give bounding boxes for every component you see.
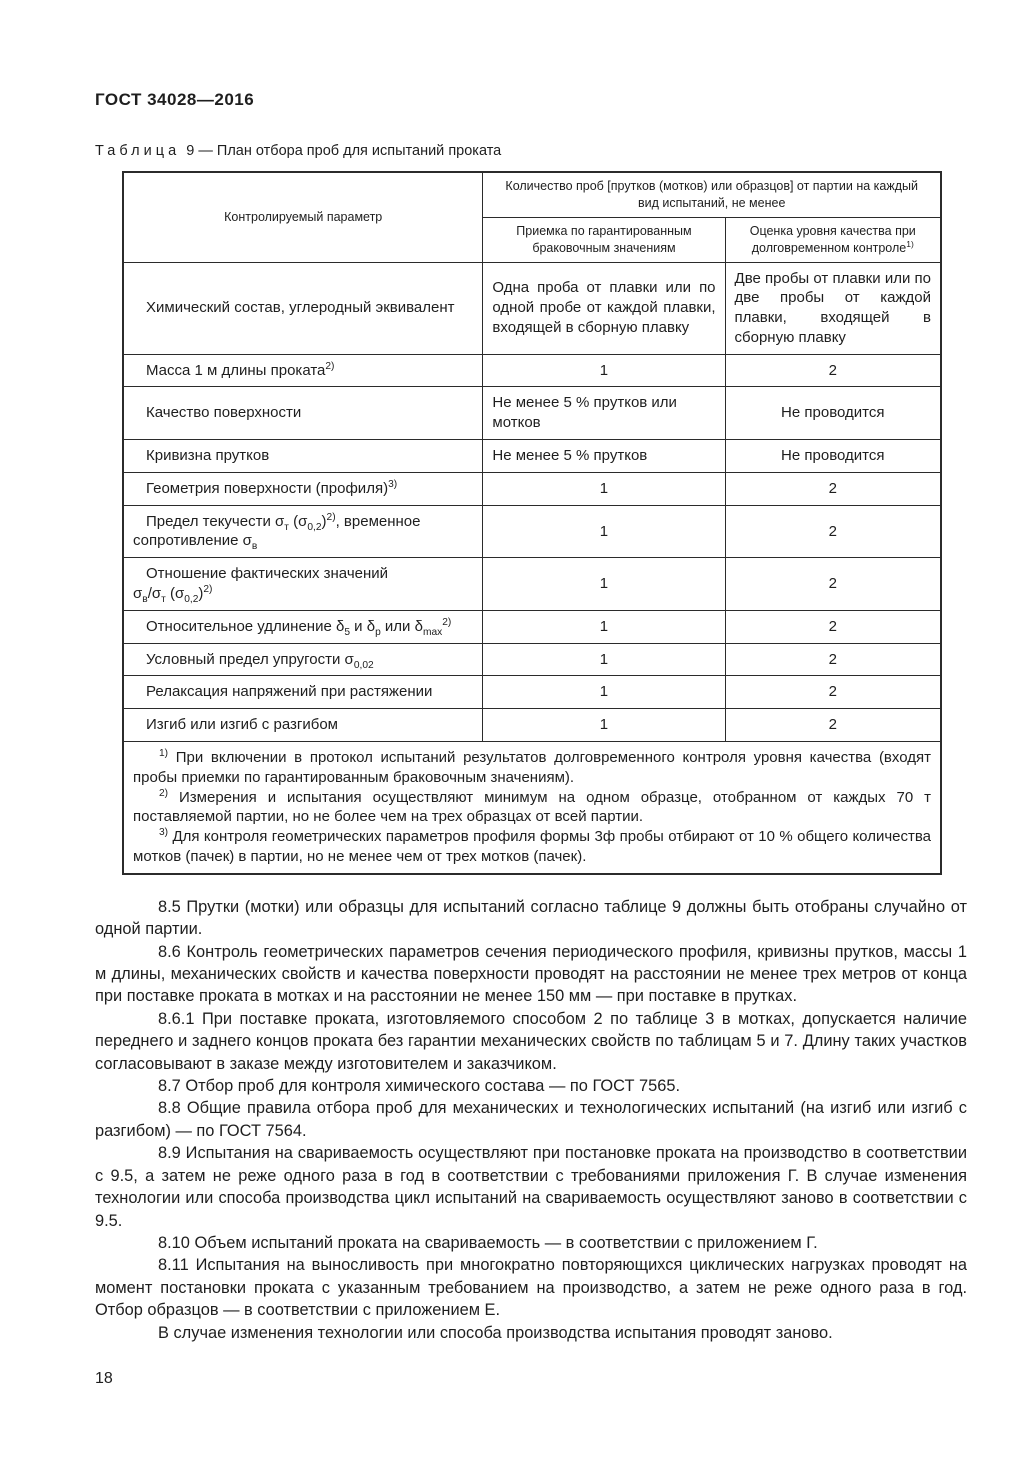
footnote-2: $^{2)}$ Измерения и испытания осуществляют минимум на одном образце, отобранном от каждых 70 т поставляемой партии, но не более чем на трех образцах от всей партии.	[133, 787, 931, 826]
parameter-cell: Химический состав, углеродный эквивалент	[123, 262, 483, 354]
acceptance-cell: 1	[483, 643, 725, 676]
quality-cell: Не проводится	[725, 440, 941, 473]
parameter-cell: Геометрия поверхности (профиля)$^{3)}$	[123, 472, 483, 505]
acceptance-cell: Не менее 5 % прутков	[483, 440, 725, 473]
table-caption	[95, 143, 967, 159]
acceptance-cell: Не менее 5 % прутков или мотков	[483, 387, 725, 440]
sampling-plan-table	[122, 171, 942, 875]
acceptance-cell: Одна проба от плавки или по одной пробе от каждой плавки, входящей в сборную плавку	[483, 262, 725, 354]
paragraph-8-9: 8.9 Испытания на свариваемость осуществляют при постановке проката на производство в соответствии с 9.5, а затем не реже одного раза в год в соответствии с требованиями приложения Г. В случае изменения технологии или способа производства цикл испытаний на свариваемость осуществляют заново в соответствии с 9.5.	[95, 1144, 967, 1230]
acceptance-cell: 1	[483, 676, 725, 709]
table-row	[123, 354, 941, 387]
table-row	[123, 387, 941, 440]
table-footnotes-row	[123, 742, 941, 874]
quality-cell: 2	[725, 676, 941, 709]
paragraph-8-7: 8.7 Отбор проб для контроля химического состава — по ГОСТ 7565.	[158, 1077, 681, 1096]
table-row	[123, 676, 941, 709]
quality-cell: Не проводится	[725, 387, 941, 440]
table-row	[123, 440, 941, 473]
acceptance-cell: 1	[483, 610, 725, 643]
parameter-cell: Релаксация напряжений при растяжении	[123, 676, 483, 709]
paragraph-8-10: 8.10 Объем испытаний проката на свариваемость — в соответствии с приложением Г.	[158, 1233, 818, 1252]
table-row	[123, 262, 941, 354]
footnote-3: $^{3)}$ Для контроля геометрических параметров профиля формы 3ф пробы отбирают от 10 % общего количества мотков (пачек) в партии, но не менее чем от трех мотков (пачек).	[133, 827, 931, 866]
paragraph-final: В случае изменения технологии или способа производства испытания проводят заново.	[158, 1323, 833, 1342]
paragraph-8-11: 8.11 Испытания на выносливость при многократно повторяющихся циклических нагрузках проводят на момент постановки проката с указанным требованием на производство, а затем не реже одного раза в год. Отбор образцов — в соответствии с приложением Е.	[95, 1256, 967, 1320]
acceptance-cell: 1	[483, 354, 725, 387]
table-caption-title: 9 — План отбора проб для испытаний проката	[186, 143, 502, 159]
parameter-cell: Отношение фактических значений $\sigma_в/\sigma_т$ $(\sigma_{0,2})^{2)}$	[123, 558, 483, 611]
acceptance-cell: 1	[483, 709, 725, 742]
paragraph-8-6-1: 8.6.1 При поставке проката, изготовляемого способом 2 по таблице 3 в мотках, допускается наличие переднего и заднего концов проката без гарантии механических свойств по таблицам 5 и 7. Длину таких участков согласовывают в заказе между изготовителем и заказчиком.	[95, 1009, 967, 1073]
parameter-cell: Масса 1 м длины проката$^{2)}$	[123, 354, 483, 387]
parameter-cell: Относительное удлинение $\delta_5$ и $\delta_р$ или $\delta_{max}^{2)}$	[123, 610, 483, 643]
footnote-1: $^{1)}$ При включении в протокол испытаний результатов долговременного контроля уровня качества (входят пробы приемки по гарантированным браковочным значениям).	[133, 748, 931, 786]
parameter-cell: Предел текучести $\sigma_т$ $(\sigma_{0,2})^{2)}$, временное сопротивление $\sigma_в$	[123, 505, 483, 558]
col-header-quality: Оценка уровня качества при долговременном контроле$^{1)}$	[725, 217, 941, 262]
acceptance-cell: 1	[483, 472, 725, 505]
paragraph-8-6: 8.6 Контроль геометрических параметров сечения периодического профиля, кривизны прутков, массы 1 м длины, механических свойств и качества поверхности проводят на расстоянии не менее трех метров от конца при поставке проката в мотках и на расстоянии не менее 150 мм — при поставке в прутках.	[95, 942, 967, 1006]
parameter-cell: Изгиб или изгиб с разгибом	[123, 709, 483, 742]
quality-cell: 2	[725, 610, 941, 643]
quality-cell: Две пробы от плавки или по две пробы от каждой плавки, входящей в сборную плавку	[725, 262, 941, 354]
table-row	[123, 472, 941, 505]
body-text	[95, 896, 967, 1344]
table-row	[123, 709, 941, 742]
paragraph-8-5: 8.5 Прутки (мотки) или образцы для испытаний согласно таблице 9 должны быть отобраны случайно от одной партии.	[95, 897, 967, 939]
quality-cell: 2	[725, 558, 941, 611]
col-header-acceptance: Приемка по гарантированным браковочным значениям	[483, 217, 725, 262]
table-footnotes	[123, 742, 941, 874]
page-number: 18	[95, 1369, 113, 1387]
parameter-cell: Качество поверхности	[123, 387, 483, 440]
parameter-cell: Кривизна прутков	[123, 440, 483, 473]
quality-cell: 2	[725, 354, 941, 387]
acceptance-cell: 1	[483, 558, 725, 611]
col-header-quantity-group: Количество проб [прутков (мотков) или образцов] от партии на каждый вид испытаний, не менее	[483, 172, 941, 217]
acceptance-cell: 1	[483, 505, 725, 558]
page-content	[95, 90, 967, 1388]
quality-cell: 2	[725, 643, 941, 676]
col-header-parameter: Контролируемый параметр	[123, 172, 483, 262]
document-number: ГОСТ 34028—2016	[95, 90, 255, 109]
table-header-row-1	[123, 172, 941, 217]
quality-cell: 2	[725, 472, 941, 505]
parameter-cell: Условный предел упругости $\sigma_{0,02}$	[123, 643, 483, 676]
table-row	[123, 505, 941, 558]
table-caption-label: Таблица	[95, 143, 181, 159]
table-row	[123, 643, 941, 676]
quality-cell: 2	[725, 505, 941, 558]
paragraph-8-8: 8.8 Общие правила отбора проб для механических и технологических испытаний (на изгиб или изгиб с разгибом) — по ГОСТ 7564.	[95, 1099, 967, 1140]
quality-cell: 2	[725, 709, 941, 742]
table-row	[123, 610, 941, 643]
table-row	[123, 558, 941, 611]
